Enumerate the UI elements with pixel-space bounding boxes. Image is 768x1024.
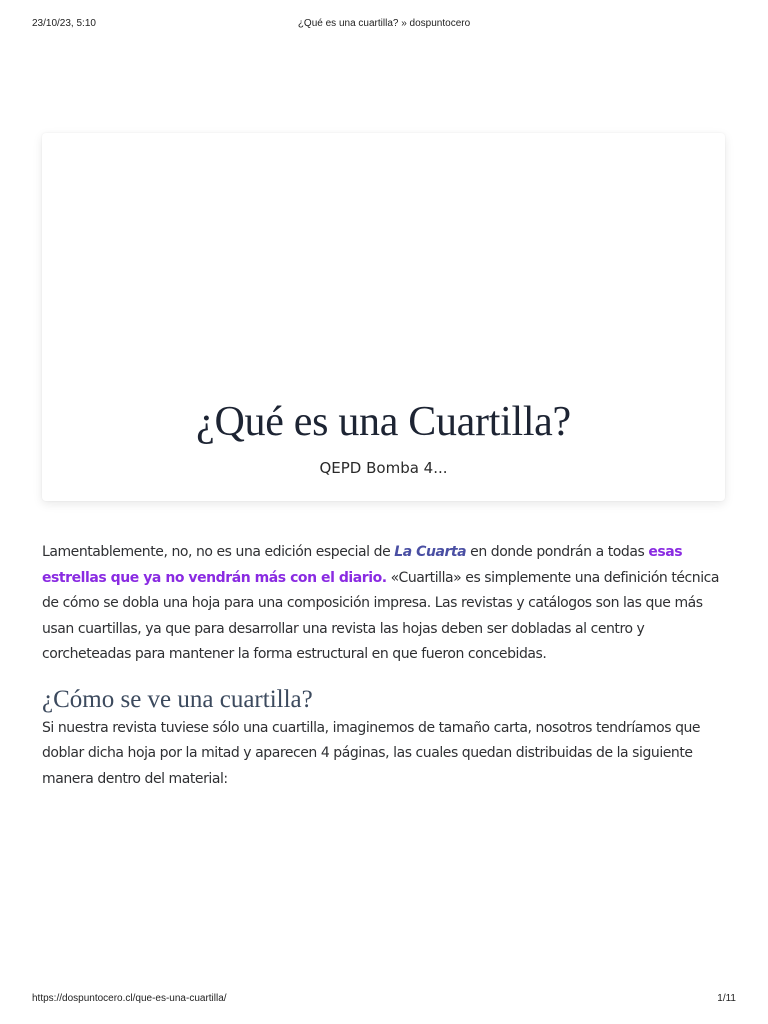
print-header [0, 18, 768, 32]
intro-text-start: Lamentablemente, no, no es una edición especial de [42, 544, 395, 560]
la-cuarta-link[interactable]: La Cuarta [394, 544, 467, 560]
intro-text-rest: «Cuartilla» es simplemente una definición técnica de cómo se dobla una hoja para una composición impresa. Las revistas y catálogos son las que más usan cuartillas, ya que para desarrollar una revista las hojas deben ser dobladas al centro y corcheteadas para mantener la forma estructural en que fueron concebidas. [42, 569, 720, 662]
article-subtitle: QEPD Bomba 4... [319, 459, 448, 477]
article-body [42, 540, 726, 792]
intro-text-middle: en donde pondrán a todas [466, 544, 649, 560]
estrellas-link[interactable]: esas estrellas que ya no vendrán más con el diario. [42, 544, 683, 586]
article-title: ¿Qué es una Cuartilla? [196, 399, 571, 445]
print-page-number: 1/11 [717, 993, 736, 1004]
print-page-title: ¿Qué es una cuartilla? » dospuntocero [297, 18, 471, 29]
paragraph-intro [42, 540, 726, 668]
paragraph-cuartilla: Si nuestra revista tuviese sólo una cuartilla, imaginemos de tamaño carta, nosotros tendríamos que doblar dicha hoja por la mitad y aparecen 4 páginas, las cuales quedan distribuidas de la siguiente manera dentro del material: [42, 719, 701, 787]
print-url: https://dospuntocero.cl/que-es-una-cuartilla/ [32, 993, 227, 1004]
hero-card [42, 133, 725, 501]
print-footer [0, 993, 768, 1007]
section-heading: ¿Cómo se ve una cuartilla? [42, 685, 313, 713]
print-date: 23/10/23, 5:10 [32, 18, 96, 29]
